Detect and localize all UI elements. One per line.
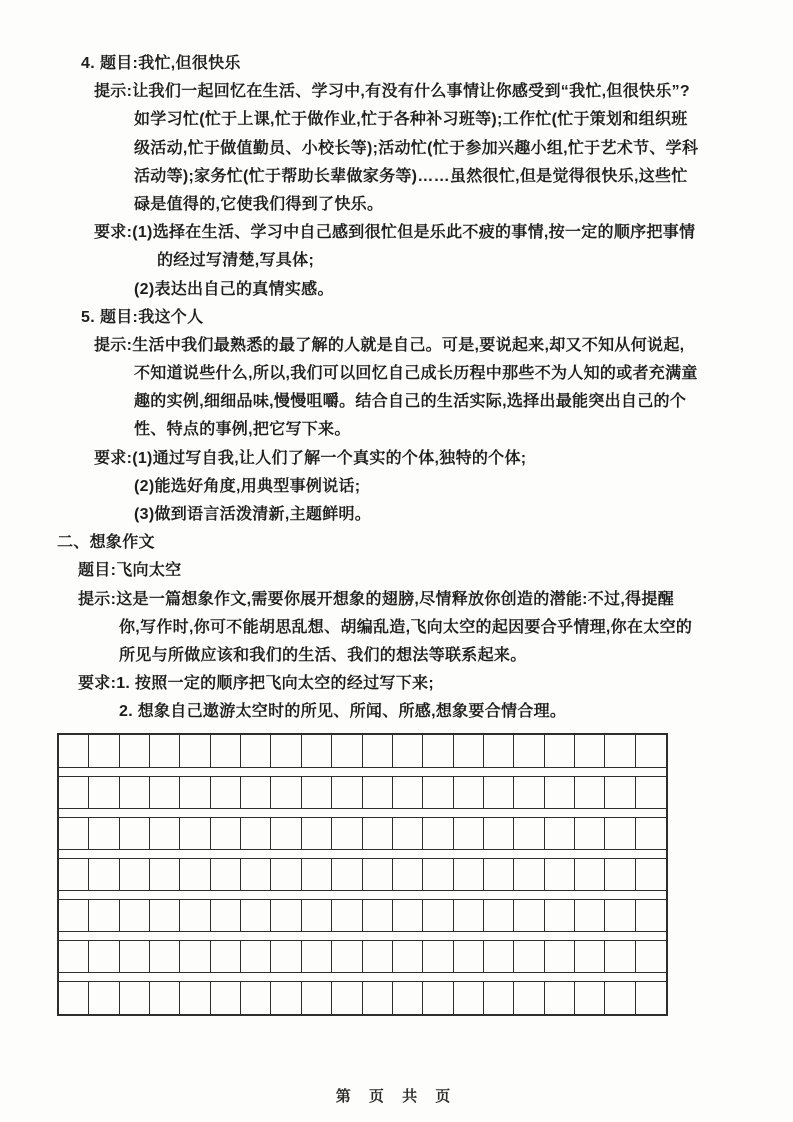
grid-cell <box>393 982 423 1014</box>
essay4-title-line <box>0 50 793 78</box>
grid-cell <box>241 982 271 1014</box>
section2-hint-line-1 <box>0 586 793 614</box>
grid-cell <box>180 859 210 890</box>
grid-cell <box>150 735 180 767</box>
essay4-req-line-2: 的经过写清楚,写具体; <box>157 252 315 270</box>
grid-cell <box>514 735 544 767</box>
grid-cell <box>332 735 362 767</box>
grid-cell <box>180 941 210 972</box>
grid-cell <box>393 859 423 890</box>
grid-row <box>59 940 666 973</box>
grid-row <box>59 735 666 768</box>
grid-cell <box>605 859 635 890</box>
grid-cell <box>150 900 180 931</box>
grid-cell <box>89 818 119 849</box>
grid-cell <box>484 982 514 1014</box>
section2-hint-line-3: 所见与所做应该和我们的生活、我们的想法等联系起来。 <box>119 646 527 664</box>
grid-cell <box>514 941 544 972</box>
section2-hint-line-2: 你,写作时,你可不能胡思乱想、胡编乱造,飞向太空的起因要合乎情理,你在太空的 <box>119 618 693 636</box>
essay4-req-line-3: (2)表达出自己的真情实感。 <box>134 280 334 298</box>
grid-cell <box>484 941 514 972</box>
grid-cell <box>575 982 605 1014</box>
grid-cell <box>454 982 484 1014</box>
grid-cell <box>241 941 271 972</box>
grid-cell <box>484 859 514 890</box>
section2-req-label: 要求: <box>78 675 117 693</box>
grid-cell <box>59 818 89 849</box>
grid-cell <box>211 982 241 1014</box>
grid-cell <box>271 818 301 849</box>
grid-cell <box>59 982 89 1014</box>
grid-cell <box>484 777 514 808</box>
grid-cell <box>605 735 635 767</box>
grid-cell <box>150 777 180 808</box>
grid-cell <box>575 777 605 808</box>
grid-cell <box>423 735 453 767</box>
grid-cell <box>271 859 301 890</box>
grid-cell <box>423 900 453 931</box>
grid-cell <box>120 941 150 972</box>
grid-cell <box>575 900 605 931</box>
grid-cell <box>605 982 635 1014</box>
grid-cell <box>271 777 301 808</box>
grid-cell <box>575 818 605 849</box>
page-footer: 第 页 共 页 <box>335 1088 458 1105</box>
writing-grid <box>57 733 668 1016</box>
grid-cell <box>211 941 241 972</box>
essay4-hint-line-2: 如学习忙(忙于上课,忙于做作业,忙于各种补习班等);工作忙(忙于策划和组织班 <box>134 111 688 129</box>
essay4-hint-line-3: 级活动,忙于做值勤员、小校长等);活动忙(忙于参加兴趣小组,忙于艺术节、学科 <box>134 139 699 157</box>
grid-cell <box>89 941 119 972</box>
grid-cell <box>363 818 393 849</box>
grid-cell <box>454 818 484 849</box>
essay4-title-label: 题目: <box>99 55 139 72</box>
grid-cell <box>211 859 241 890</box>
grid-row <box>59 817 666 850</box>
grid-cell <box>59 941 89 972</box>
grid-row <box>59 776 666 809</box>
grid-cell <box>180 900 210 931</box>
grid-cell <box>150 941 180 972</box>
grid-cell <box>514 859 544 890</box>
grid-cell <box>241 900 271 931</box>
grid-cell <box>514 982 544 1014</box>
essay5-hint-text-1: 生活中我们最熟悉的最了解的人就是自己。可是,要说起来,却又不知从何说起, <box>132 336 685 354</box>
grid-cell <box>120 982 150 1014</box>
section2-heading: 二、想象作文 <box>57 534 155 552</box>
grid-cell <box>302 859 332 890</box>
section2-title: 飞向太空 <box>116 562 182 580</box>
grid-cell <box>423 777 453 808</box>
grid-cell <box>423 818 453 849</box>
grid-cell <box>211 777 241 808</box>
grid-cell <box>514 818 544 849</box>
grid-cell <box>636 982 666 1014</box>
grid-cell <box>363 941 393 972</box>
grid-cell <box>150 818 180 849</box>
grid-cell <box>545 982 575 1014</box>
grid-cell <box>120 818 150 849</box>
essay5-number: 5. <box>81 308 95 326</box>
grid-cell <box>605 941 635 972</box>
grid-cell <box>271 941 301 972</box>
grid-cell <box>605 900 635 931</box>
grid-cell <box>332 777 362 808</box>
essay4-hint-line-5: 碌是值得的,它使我们得到了快乐。 <box>134 195 384 213</box>
grid-cell <box>120 777 150 808</box>
grid-cell <box>89 777 119 808</box>
grid-cell <box>484 818 514 849</box>
grid-cell <box>59 900 89 931</box>
grid-cell <box>59 735 89 767</box>
grid-cell <box>89 982 119 1014</box>
essay5-hint-line-4: 性、特点的事例,把它写下来。 <box>134 421 351 439</box>
section2-title-line <box>0 557 793 585</box>
grid-cell <box>636 941 666 972</box>
grid-cell <box>120 735 150 767</box>
grid-cell <box>180 982 210 1014</box>
section2-req-text-1: 1. 按照一定的顺序把飞向太空的经过写下来; <box>116 675 434 693</box>
grid-cell <box>241 735 271 767</box>
grid-cell <box>514 777 544 808</box>
grid-cell <box>454 900 484 931</box>
essay5-hint-line-2: 不知道说些什么,所以,我们可以回忆自己成长历程中那些不为人知的或者充满童 <box>134 365 698 383</box>
grid-cell <box>636 735 666 767</box>
essay5-req-line-3: (3)做到语言活泼清新,主题鲜明。 <box>134 506 372 523</box>
grid-cell <box>636 777 666 808</box>
essay5-title: 我这个人 <box>138 308 204 326</box>
grid-cell <box>545 941 575 972</box>
grid-cell <box>605 818 635 849</box>
essay4-req-line-1 <box>0 219 793 247</box>
section2-hint-text-1: 这是一篇想象作文,需要你展开想象的翅膀,尽情释放你创造的潜能:不过,得提醒 <box>116 590 674 608</box>
grid-cell <box>302 777 332 808</box>
grid-cell <box>332 818 362 849</box>
grid-cell <box>423 859 453 890</box>
essay5-req-line-1 <box>0 445 793 473</box>
grid-cell <box>363 982 393 1014</box>
grid-cell <box>180 818 210 849</box>
grid-cell <box>120 900 150 931</box>
section2-req-line-2: 2. 想象自己遨游太空时的所见、所闻、所感,想象要合情合理。 <box>119 703 567 721</box>
grid-cell <box>150 859 180 890</box>
essay4-number: 4. <box>81 55 95 72</box>
grid-cell <box>605 777 635 808</box>
essay4-hint-line-1 <box>0 78 793 106</box>
grid-cell <box>393 777 423 808</box>
grid-row <box>59 899 666 932</box>
grid-cell <box>302 941 332 972</box>
grid-cell <box>241 818 271 849</box>
grid-cell <box>636 818 666 849</box>
essay5-req-line-2: (2)能选好角度,用典型事例说话; <box>134 477 361 495</box>
grid-cell <box>89 859 119 890</box>
grid-row <box>59 981 666 1014</box>
grid-cell <box>454 859 484 890</box>
grid-cell <box>59 777 89 808</box>
grid-cell <box>363 777 393 808</box>
grid-cell <box>393 818 423 849</box>
grid-cell <box>484 900 514 931</box>
grid-cell <box>150 982 180 1014</box>
grid-cell <box>545 777 575 808</box>
essay5-req-text-1: (1)通过写自我,让人们了解一个真实的个体,独特的个体; <box>132 449 527 467</box>
grid-cell <box>393 900 423 931</box>
essay5-hint-line-1 <box>0 332 793 360</box>
grid-cell <box>363 859 393 890</box>
grid-cell <box>454 941 484 972</box>
grid-cell <box>211 900 241 931</box>
essay4-hint-label: 提示: <box>94 83 133 101</box>
essay5-hint-line-3: 趣的实例,细细品味,慢慢咀嚼。结合自己的生活实际,选择出最能突出自己的个 <box>134 393 687 411</box>
essay4-hint-text-1: 让我们一起回忆在生活、学习中,有没有什么事情让你感受到“我忙,但很快乐”? <box>132 83 690 101</box>
grid-cell <box>332 982 362 1014</box>
grid-cell <box>636 859 666 890</box>
grid-cell <box>545 900 575 931</box>
essay4-req-text-1: (1)选择在生活、学习中自己感到很忙但是乐此不疲的事情,按一定的顺序把事情 <box>132 224 696 242</box>
grid-cell <box>393 735 423 767</box>
grid-cell <box>241 777 271 808</box>
grid-cell <box>393 941 423 972</box>
essay5-title-label: 题目: <box>99 308 139 326</box>
grid-row <box>59 858 666 891</box>
grid-cell <box>484 735 514 767</box>
grid-cell <box>514 900 544 931</box>
grid-cell <box>423 941 453 972</box>
grid-cell <box>454 777 484 808</box>
grid-cell <box>575 941 605 972</box>
grid-cell <box>271 735 301 767</box>
section2-hint-label: 提示: <box>78 590 117 608</box>
grid-cell <box>423 982 453 1014</box>
grid-cell <box>211 818 241 849</box>
grid-cell <box>332 859 362 890</box>
grid-cell <box>302 735 332 767</box>
essay5-req-label: 要求: <box>94 449 133 467</box>
worksheet-text <box>0 50 793 727</box>
grid-cell <box>332 941 362 972</box>
grid-cell <box>302 982 332 1014</box>
grid-cell <box>241 859 271 890</box>
grid-cell <box>545 818 575 849</box>
essay4-hint-line-4: 活动等);家务忙(忙于帮助长辈做家务等)……虽然很忙,但是觉得很快乐,这些忙 <box>134 167 688 185</box>
grid-cell <box>302 818 332 849</box>
grid-cell <box>575 859 605 890</box>
grid-cell <box>180 735 210 767</box>
grid-cell <box>271 900 301 931</box>
grid-cell <box>271 982 301 1014</box>
grid-cell <box>545 859 575 890</box>
section2-title-label: 题目: <box>78 562 117 580</box>
grid-cell <box>180 777 210 808</box>
grid-cell <box>636 900 666 931</box>
grid-cell <box>59 859 89 890</box>
grid-cell <box>332 900 362 931</box>
grid-cell <box>120 859 150 890</box>
grid-cell <box>302 900 332 931</box>
grid-cell <box>545 735 575 767</box>
grid-cell <box>89 900 119 931</box>
grid-cell <box>89 735 119 767</box>
essay5-title-line <box>0 304 793 332</box>
section2-req-line-1 <box>0 670 793 698</box>
grid-cell <box>454 735 484 767</box>
essay4-title: 我忙,但很快乐 <box>138 55 241 72</box>
essay4-req-label: 要求: <box>94 224 133 242</box>
essay5-hint-label: 提示: <box>94 336 133 354</box>
grid-cell <box>363 900 393 931</box>
grid-cell <box>211 735 241 767</box>
grid-cell <box>363 735 393 767</box>
grid-cell <box>575 735 605 767</box>
